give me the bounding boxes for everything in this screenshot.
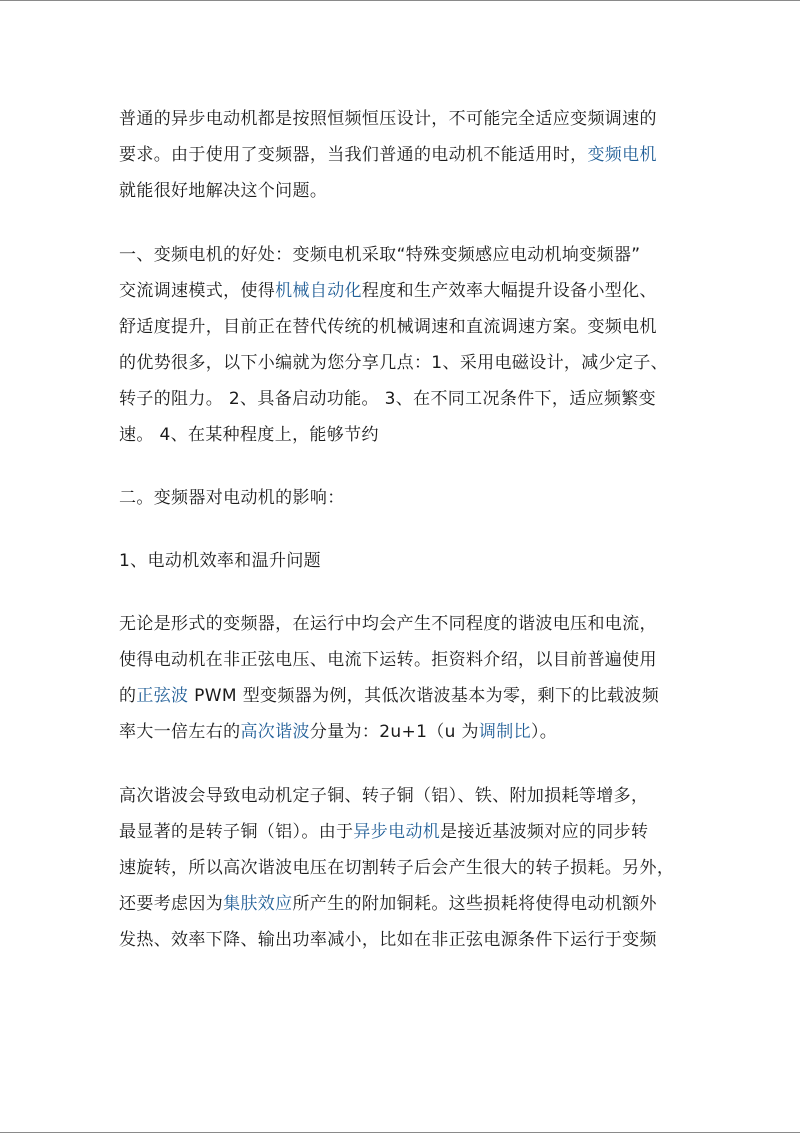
text-segment: 高次谐波会导致电动机定子铜、转子铜（铝）、铁、附加损耗等增多， bbox=[119, 786, 649, 806]
paragraph bbox=[119, 543, 689, 579]
text-segment: 一、变频电机的好处：变频电机采取“特殊变频感应电动机垧变频器” bbox=[119, 245, 641, 265]
text-line bbox=[119, 137, 689, 173]
paragraph-spacer bbox=[119, 516, 689, 543]
text-line bbox=[119, 345, 689, 381]
inline-link[interactable]: 变频电机 bbox=[587, 145, 657, 165]
text-line bbox=[119, 173, 689, 209]
inline-link[interactable]: 调制比 bbox=[478, 722, 531, 742]
text-segment: 的 bbox=[119, 686, 137, 706]
text-segment: 的优势很多，以下小编就为您分享几点：1、采用电磁设计，减少定子、 bbox=[119, 353, 669, 373]
text-segment: 舒适度提升，目前正在替代传统的机械调速和直流调速方案。变频电机 bbox=[119, 317, 657, 337]
text-line bbox=[119, 606, 689, 642]
text-segment: 程度和生产效率大幅提升设备小型化、 bbox=[361, 281, 657, 301]
paragraph-spacer bbox=[119, 209, 689, 237]
text-segment: 速。 4、在某种程度上，能够节约 bbox=[119, 425, 379, 445]
text-line bbox=[119, 922, 689, 958]
text-segment: 是接近基波频对应的同步转 bbox=[440, 822, 649, 842]
text-segment: 所产生的附加铜耗。这些损耗将使得电动机额外 bbox=[292, 894, 657, 914]
text-segment: 发热、效率下降、输出功率减小，比如在非正弦电源条件下运行于变频 bbox=[119, 930, 657, 950]
text-segment: 转子的阻力。 2、具备启动功能。 3、在不同工况条件下，适应频繁变 bbox=[119, 389, 656, 409]
text-line bbox=[119, 714, 689, 750]
text-segment: 率大一倍左右的 bbox=[119, 722, 241, 742]
text-line bbox=[119, 480, 689, 516]
text-segment: 要求。由于使用了变频器，当我们普通的电动机不能适用时， bbox=[119, 145, 588, 165]
paragraph-spacer bbox=[119, 750, 689, 778]
text-segment: ）。 bbox=[530, 722, 558, 742]
text-line bbox=[119, 678, 689, 714]
text-segment: 二。变频器对电动机的影响： bbox=[119, 488, 345, 508]
paragraph bbox=[119, 101, 689, 209]
text-segment: 就能很好地解决这个问题。 bbox=[119, 181, 328, 201]
text-line bbox=[119, 543, 689, 579]
text-segment: 最显著的是转子铜（铝）。由于 bbox=[119, 822, 354, 842]
text-segment: PWM 型变频器为例，其低次谐波基本为零，剩下的比载波频 bbox=[188, 686, 660, 706]
text-line bbox=[119, 237, 689, 273]
inline-link[interactable]: 高次谐波 bbox=[240, 722, 310, 742]
inline-link[interactable]: 正弦波 bbox=[136, 686, 189, 706]
text-line bbox=[119, 273, 689, 309]
paragraph bbox=[119, 778, 689, 958]
text-line bbox=[119, 814, 689, 850]
text-line bbox=[119, 886, 689, 922]
text-line bbox=[119, 778, 689, 814]
paragraph bbox=[119, 237, 689, 453]
text-line bbox=[119, 381, 689, 417]
text-segment: 1、电动机效率和温升问题 bbox=[119, 551, 322, 571]
text-segment: 无论是形式的变频器，在运行中均会产生不同程度的谐波电压和电流， bbox=[119, 614, 657, 634]
text-line bbox=[119, 417, 689, 453]
inline-link[interactable]: 集肤效应 bbox=[223, 894, 293, 914]
paragraph bbox=[119, 480, 689, 516]
text-segment: 速旋转，所以高次谐波电压在切割转子后会产生很大的转子损耗。另外， bbox=[119, 858, 675, 878]
text-segment: 分量为：2u+1（u 为 bbox=[309, 722, 479, 742]
document-body bbox=[119, 101, 689, 958]
inline-link[interactable]: 机械自动化 bbox=[275, 281, 362, 301]
text-segment: 还要考虑因为 bbox=[119, 894, 224, 914]
inline-link[interactable]: 异步电动机 bbox=[353, 822, 441, 842]
paragraph-spacer bbox=[119, 453, 689, 480]
text-line bbox=[119, 642, 689, 678]
text-segment: 交流调速模式，使得 bbox=[119, 281, 276, 301]
text-line bbox=[119, 309, 689, 345]
paragraph-spacer bbox=[119, 579, 689, 606]
text-line bbox=[119, 850, 689, 886]
text-segment: 使得电动机在非正弦电压、电流下运转。拒资料介绍，以目前普遍使用 bbox=[119, 650, 657, 670]
text-line bbox=[119, 101, 689, 137]
paragraph bbox=[119, 606, 689, 750]
text-segment: 普通的异步电动机都是按照恒频恒压设计，不可能完全适应变频调速的 bbox=[119, 109, 657, 129]
